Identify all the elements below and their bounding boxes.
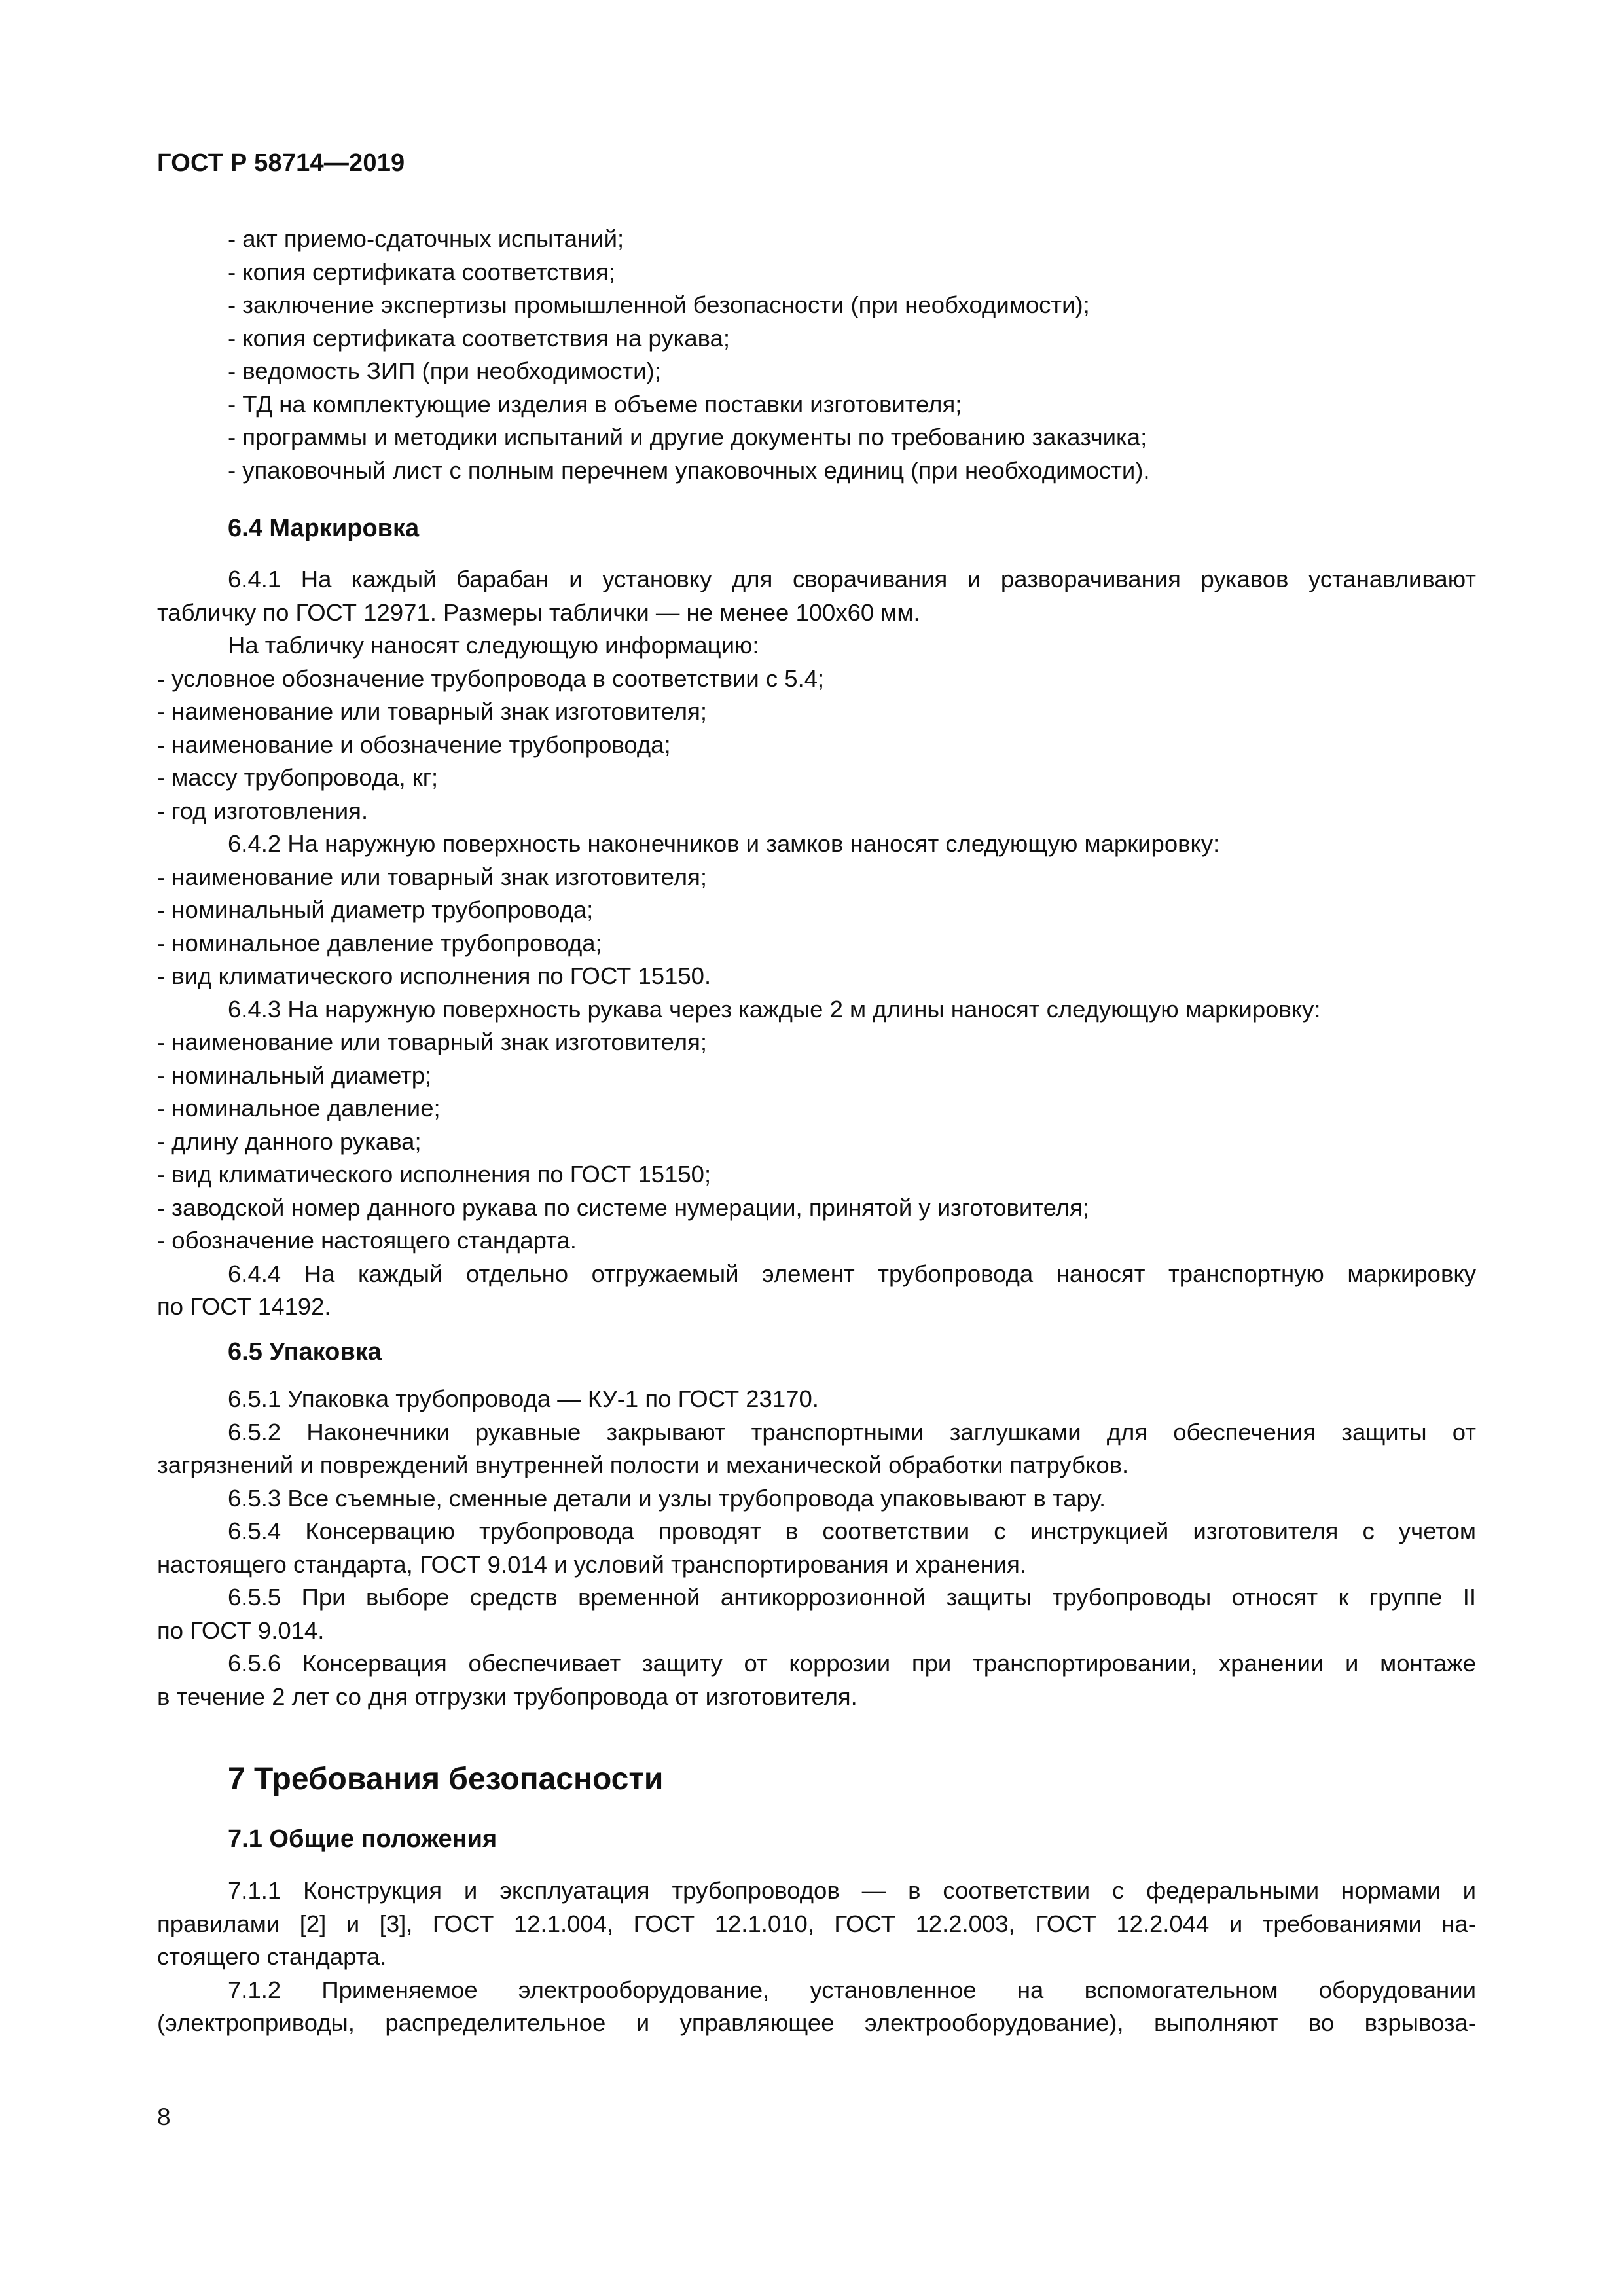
paragraph-line: стоящего стандарта. bbox=[157, 1943, 387, 1970]
list-item: - обозначение настоящего стандарта. bbox=[157, 1227, 577, 1254]
section-6-5-body bbox=[157, 1383, 1476, 1713]
paragraph-line: 6.4.4 На каждый отдельно отгружаемый элемент трубопровода наносят транспортную маркировку bbox=[228, 1260, 1476, 1287]
paragraph-line: (электроприводы, распределительное и управляющее электрооборудование), выполняют во взрывоза- bbox=[157, 2009, 1476, 2036]
list-item: - год изготовления. bbox=[157, 797, 369, 824]
section-7 bbox=[157, 1758, 1476, 1800]
list-item: - наименование и обозначение трубопровода; bbox=[157, 731, 671, 758]
page-number: 8 bbox=[157, 2104, 171, 2130]
section-heading: 6.5 Упаковка bbox=[228, 1338, 382, 1366]
section-6-4 bbox=[157, 512, 1476, 545]
paragraph-line: загрязнений и повреждений внутренней полости и механической обработки патрубков. bbox=[157, 1451, 1129, 1478]
list-item: - номинальное давление; bbox=[157, 1095, 441, 1121]
document-header: ГОСТ Р 58714—2019 bbox=[157, 149, 405, 177]
delivery-documents-list bbox=[157, 223, 1476, 487]
paragraph-line: 6.4.3 На наружную поверхность рукава через каждые 2 м длины наносят следующую маркировку: bbox=[228, 995, 1321, 1023]
section-heading: 6.4 Маркировка bbox=[228, 515, 420, 542]
paragraph-line: На табличку наносят следующую информацию: bbox=[228, 632, 759, 659]
chapter-heading: 7 Требования безопасности bbox=[228, 1762, 664, 1796]
list-item: - наименование или товарный знак изготовителя; bbox=[157, 698, 707, 725]
paragraph-line: в течение 2 лет со дня отгрузки трубопровода от изготовителя. bbox=[157, 1683, 857, 1710]
paragraph-line: по ГОСТ 14192. bbox=[157, 1293, 331, 1320]
list-item: - номинальный диаметр; bbox=[157, 1061, 432, 1089]
paragraph-line: 6.5.4 Консервацию трубопровода проводят в соответствии с инструкцией изготовителя с учетом bbox=[228, 1518, 1476, 1544]
list-item: - вид климатического исполнения по ГОСТ 15150; bbox=[157, 1161, 712, 1188]
paragraph-line: 7.1.1 Конструкция и эксплуатация трубопроводов — в соответствии с федеральными нормами и bbox=[228, 1877, 1476, 1904]
paragraph-line: 6.5.3 Все съемные, сменные детали и узлы трубопровода упаковывают в тару. bbox=[228, 1484, 1106, 1512]
list-item: - ТД на комплектующие изделия в объеме поставки изготовителя; bbox=[228, 390, 962, 418]
list-item: - ведомость ЗИП (при необходимости); bbox=[228, 357, 661, 384]
list-item: - программы и методики испытаний и другие документы по требованию заказчика; bbox=[228, 424, 1147, 450]
list-item: - заводской номер данного рукава по системе нумерации, принятой у изготовителя; bbox=[157, 1194, 1089, 1221]
list-item: - упаковочный лист с полным перечнем упаковочных единиц (при необходимости). bbox=[228, 456, 1150, 484]
section-6-5 bbox=[157, 1336, 1476, 1369]
list-item: - акт приемо-сдаточных испытаний; bbox=[228, 225, 624, 252]
paragraph-line: 6.5.5 При выборе средств временной антикоррозионной защиты трубопроводы относят к группе II bbox=[228, 1584, 1476, 1611]
list-item: - заключение экспертизы промышленной безопасности (при необходимости); bbox=[228, 291, 1090, 318]
paragraph-line: 6.5.1 Упаковка трубопровода — КУ-1 по ГОСТ 23170. bbox=[228, 1385, 819, 1412]
paragraph-line: 7.1.2 Применяемое электрооборудование, установленное на вспомогательном оборудовании bbox=[228, 1976, 1476, 2003]
paragraph-line: 6.4.1 На каждый барабан и установку для сворачивания и разворачивания рукавов устанавливают bbox=[228, 566, 1476, 592]
paragraph-line: настоящего стандарта, ГОСТ 9.014 и условий транспортирования и хранения. bbox=[157, 1550, 1027, 1578]
list-item: - наименование или товарный знак изготовителя; bbox=[157, 1029, 707, 1055]
section-heading: 7.1 Общие положения bbox=[228, 1825, 497, 1853]
list-item: - копия сертификата соответствия; bbox=[228, 258, 615, 285]
section-7-1 bbox=[157, 1823, 1476, 1856]
paragraph-line: 6.5.6 Консервация обеспечивает защиту от коррозии при транспортировании, хранении и монтаже bbox=[228, 1650, 1476, 1677]
list-item: - вид климатического исполнения по ГОСТ 15150. bbox=[157, 962, 712, 989]
list-item: - номинальное давление трубопровода; bbox=[157, 929, 602, 957]
list-item: - копия сертификата соответствия на рукава; bbox=[228, 324, 731, 352]
list-item: - массу трубопровода, кг; bbox=[157, 764, 439, 791]
paragraph-line: табличку по ГОСТ 12971. Размеры таблички — не менее 100х60 мм. bbox=[157, 598, 920, 626]
list-item: - длину данного рукава; bbox=[157, 1127, 422, 1155]
paragraph-line: по ГОСТ 9.014. bbox=[157, 1616, 325, 1644]
list-item: - условное обозначение трубопровода в соответствии с 5.4; bbox=[157, 665, 825, 692]
section-6-4-body bbox=[157, 563, 1476, 1324]
paragraph-line: 6.4.2 На наружную поверхность наконечников и замков наносят следующую маркировку: bbox=[228, 830, 1220, 857]
list-item: - номинальный диаметр трубопровода; bbox=[157, 896, 594, 923]
paragraph-line: правилами [2] и [3], ГОСТ 12.1.004, ГОСТ 12.1.010, ГОСТ 12.2.003, ГОСТ 12.2.044 и требованиями на- bbox=[157, 1910, 1476, 1937]
list-item: - наименование или товарный знак изготовителя; bbox=[157, 863, 707, 890]
paragraph-line: 6.5.2 Наконечники рукавные закрывают транспортными заглушками для обеспечения защиты от bbox=[228, 1418, 1476, 1446]
section-7-1-body bbox=[157, 1874, 1476, 2040]
